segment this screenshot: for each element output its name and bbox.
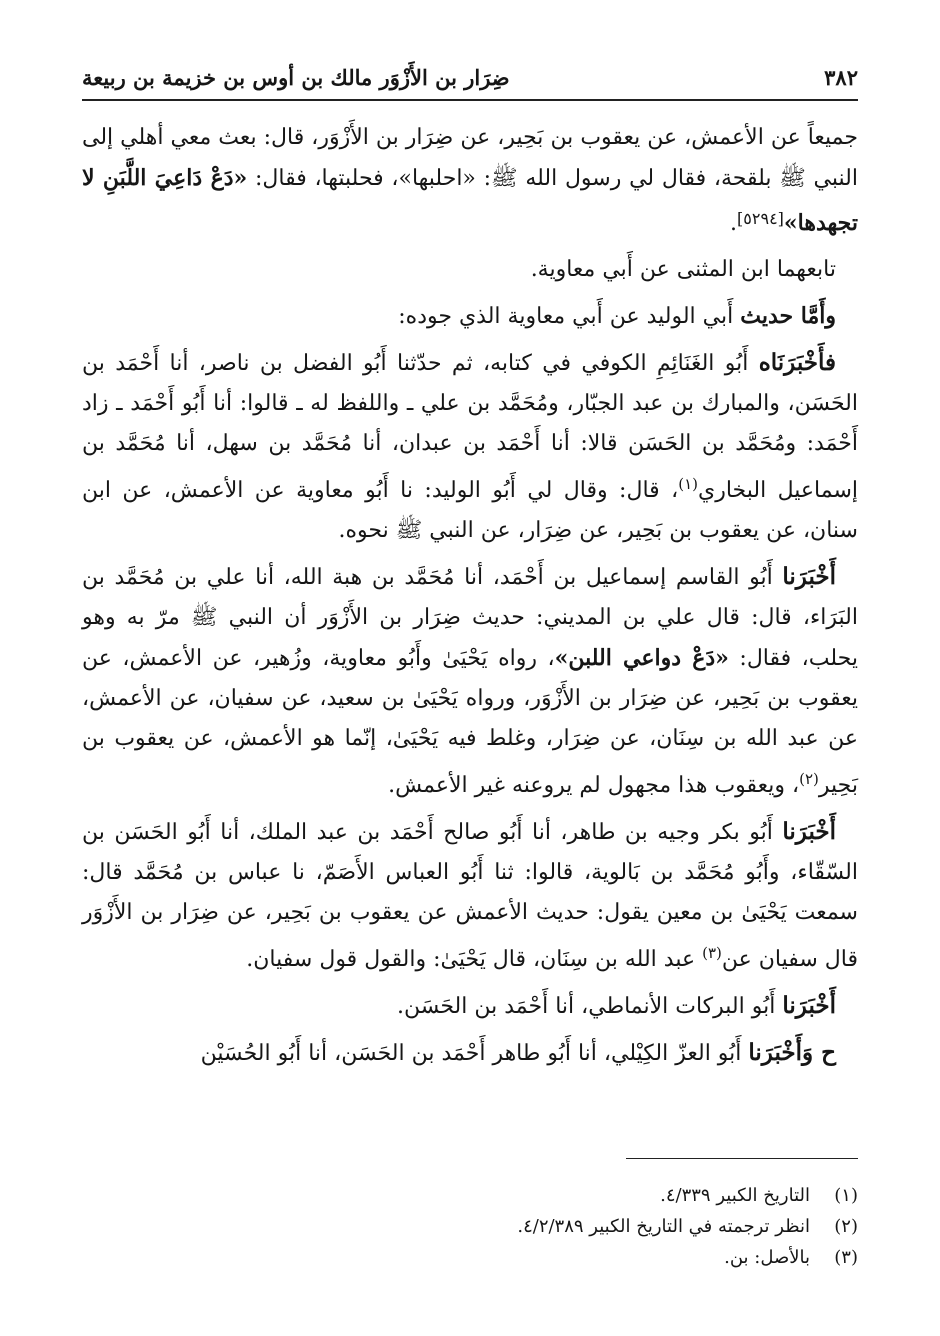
hadith-quote: «دَعْ دواعي اللبن» [554, 645, 729, 671]
paragraph-lead: وأَمَّا حديث [740, 303, 836, 329]
paragraph-2 [82, 250, 858, 290]
paragraph-3 [82, 296, 858, 337]
paragraph-text: ، رواه يَحْيَىٰ وأَبُو معاوية، وزُهير، عن الأعمش، عن يعقوب بن بَحِير، عن ضِرَار بن الأَزْوَر، ورواه يَحْيَىٰ بن سعيد، عن سفيان، عن الأعمش، عن عبد الله بن سِنَان، عن ضِرَار، وغلط فيه يَحْيَىٰ، إنّما هو الأعمش، عن يعقوب بن بَحِير [82, 646, 858, 798]
paragraph-text: عبد الله بن سِنَان، قال يَحْيَىٰ: والقول قول سفيان. [246, 947, 703, 972]
paragraph-text: ، ويعقوب هذا مجهول لم يروعنه غير الأعمش. [388, 773, 800, 798]
paragraph-lead: فأَخْبَرَنَاه [758, 349, 836, 376]
footnote-marker: (٣) [702, 944, 722, 962]
paragraph-text: أَبُو الغَنَائِمِ الكوفي في كتابه، ثم حدّثنا أَبُو الفضل بن ناصر، أنا أَحْمَد بن الحَسَن، والمبارك بن عبد الجبّار، ومُحَمَّد بن علي ـ واللفظ له ـ قالوا: أنا أَبُو أَحْمَد ـ زاد أَحْمَد: ومُحَمَّد بن الحَسَن قالا: أنا أَحْمَد بن عبدان، أنا مُحَمَّد بن سهل، أنا مُحَمَّد بن إسماعيل البخاري [82, 351, 859, 503]
paragraph-lead: أَخْبَرَنا [782, 563, 836, 590]
paragraph-lead: أَخْبَرَنا [782, 818, 836, 845]
header-rule [82, 99, 858, 101]
reference-number: [٥٢٩٤] [737, 209, 784, 228]
paragraph-6 [82, 812, 858, 980]
footnote-text: بالأصل: بن. [724, 1247, 810, 1268]
paragraph-1 [82, 118, 858, 244]
footnote-marker: (١) [678, 475, 698, 493]
footnote-item [82, 1211, 858, 1242]
punctuation: . [730, 211, 738, 236]
paragraph-5 [82, 557, 858, 806]
hadith-quote: «دَعْ دَاعِيَ اللَّبَنِ لا تجهدها» [82, 165, 858, 236]
page-number: ٣٨٢ [824, 64, 858, 90]
paragraph-text: أَبُو العزّ الكِيْلي، أنا أَبُو طاهر أَحْمَد بن الحَسَن، أنا أَبُو الحُسَيْن [200, 1041, 749, 1066]
footnote-rule [626, 1158, 858, 1159]
paragraph-text: أَبُو البركات الأنماطي، أنا أَحْمَد بن الحَسَن. [396, 994, 783, 1019]
footnote-text: التاريخ الكبير ٤/٣٣٩. [660, 1185, 810, 1206]
footnote-number: (٢) [834, 1216, 858, 1237]
paragraph-text: جميعاً عن الأعمش، عن يعقوب بن بَحِير، عن ضِرَار بن الأَزْوَر، قال: بعث معي أهلي إلى النبي ﷺ بلقحة، فقال لي رسول الله ﷺ: «احلبها»، فحلبتها، فقال: [82, 125, 858, 191]
paragraph-lead: أَخْبَرَنا [782, 992, 836, 1019]
paragraph-8 [82, 1033, 858, 1074]
page-header [82, 60, 858, 94]
paragraph-text: تابعهما ابن المثنى عن أَبي معاوية. [530, 257, 836, 282]
running-title: ضِرَار بن الأَزْوَر مالك بن أوس بن خزيمة بن ربيعة [82, 64, 510, 90]
paragraph-text: أَبُو القاسم إسماعيل بن أَحْمَد، أنا مُحَمَّد بن هبة الله، أنا علي بن مُحَمَّد بن البَرَاء، قال: قال علي بن المديني: حديث ضِرَار بن الأَزْوَر أن النبي ﷺ مرّ به وهو يحلب، فقال: [82, 565, 858, 671]
paragraph-lead: ح وَأَخْبَرَنا [748, 1039, 836, 1066]
main-text [82, 118, 858, 1080]
footnote-marker: (٢) [799, 770, 819, 788]
footnote-number: (١) [834, 1185, 858, 1206]
footnote-item [82, 1180, 858, 1211]
paragraph-text: أَبي الوليد عن أَبي معاوية الذي جوده: [398, 304, 741, 329]
paragraph-4 [82, 343, 858, 551]
paragraph-text: ، قال: وقال لي أَبُو الوليد: نا أَبُو معاوية عن الأعمش، عن ابن سنان، عن يعقوب بن بَحِير، عن ضِرَار، عن النبي ﷺ نحوه. [82, 478, 858, 543]
footnote-text: انظر ترجمته في التاريخ الكبير ٤/٢/٣٨٩. [517, 1216, 810, 1237]
footnote-number: (٣) [834, 1247, 858, 1268]
paragraph-7 [82, 986, 858, 1027]
footnotes [82, 1180, 858, 1273]
footnote-item [82, 1242, 858, 1273]
paragraph-text: أَبُو بكر وجيه بن طاهر، أنا أَبُو صالح أَحْمَد بن عبد الملك، أنا أَبُو الحَسَن بن السّقّاء، وأَبُو مُحَمَّد بن بَالوية، قالوا: ثنا أَبُو العباس الأَصَمّ، نا عباس بن مُحَمَّد قال: سمعت يَحْيَىٰ بن معين يقول: حديث الأعمش عن يعقوب بن بَحِير، عن ضِرَار بن الأَزْوَر قال سفيان عن [82, 820, 858, 972]
